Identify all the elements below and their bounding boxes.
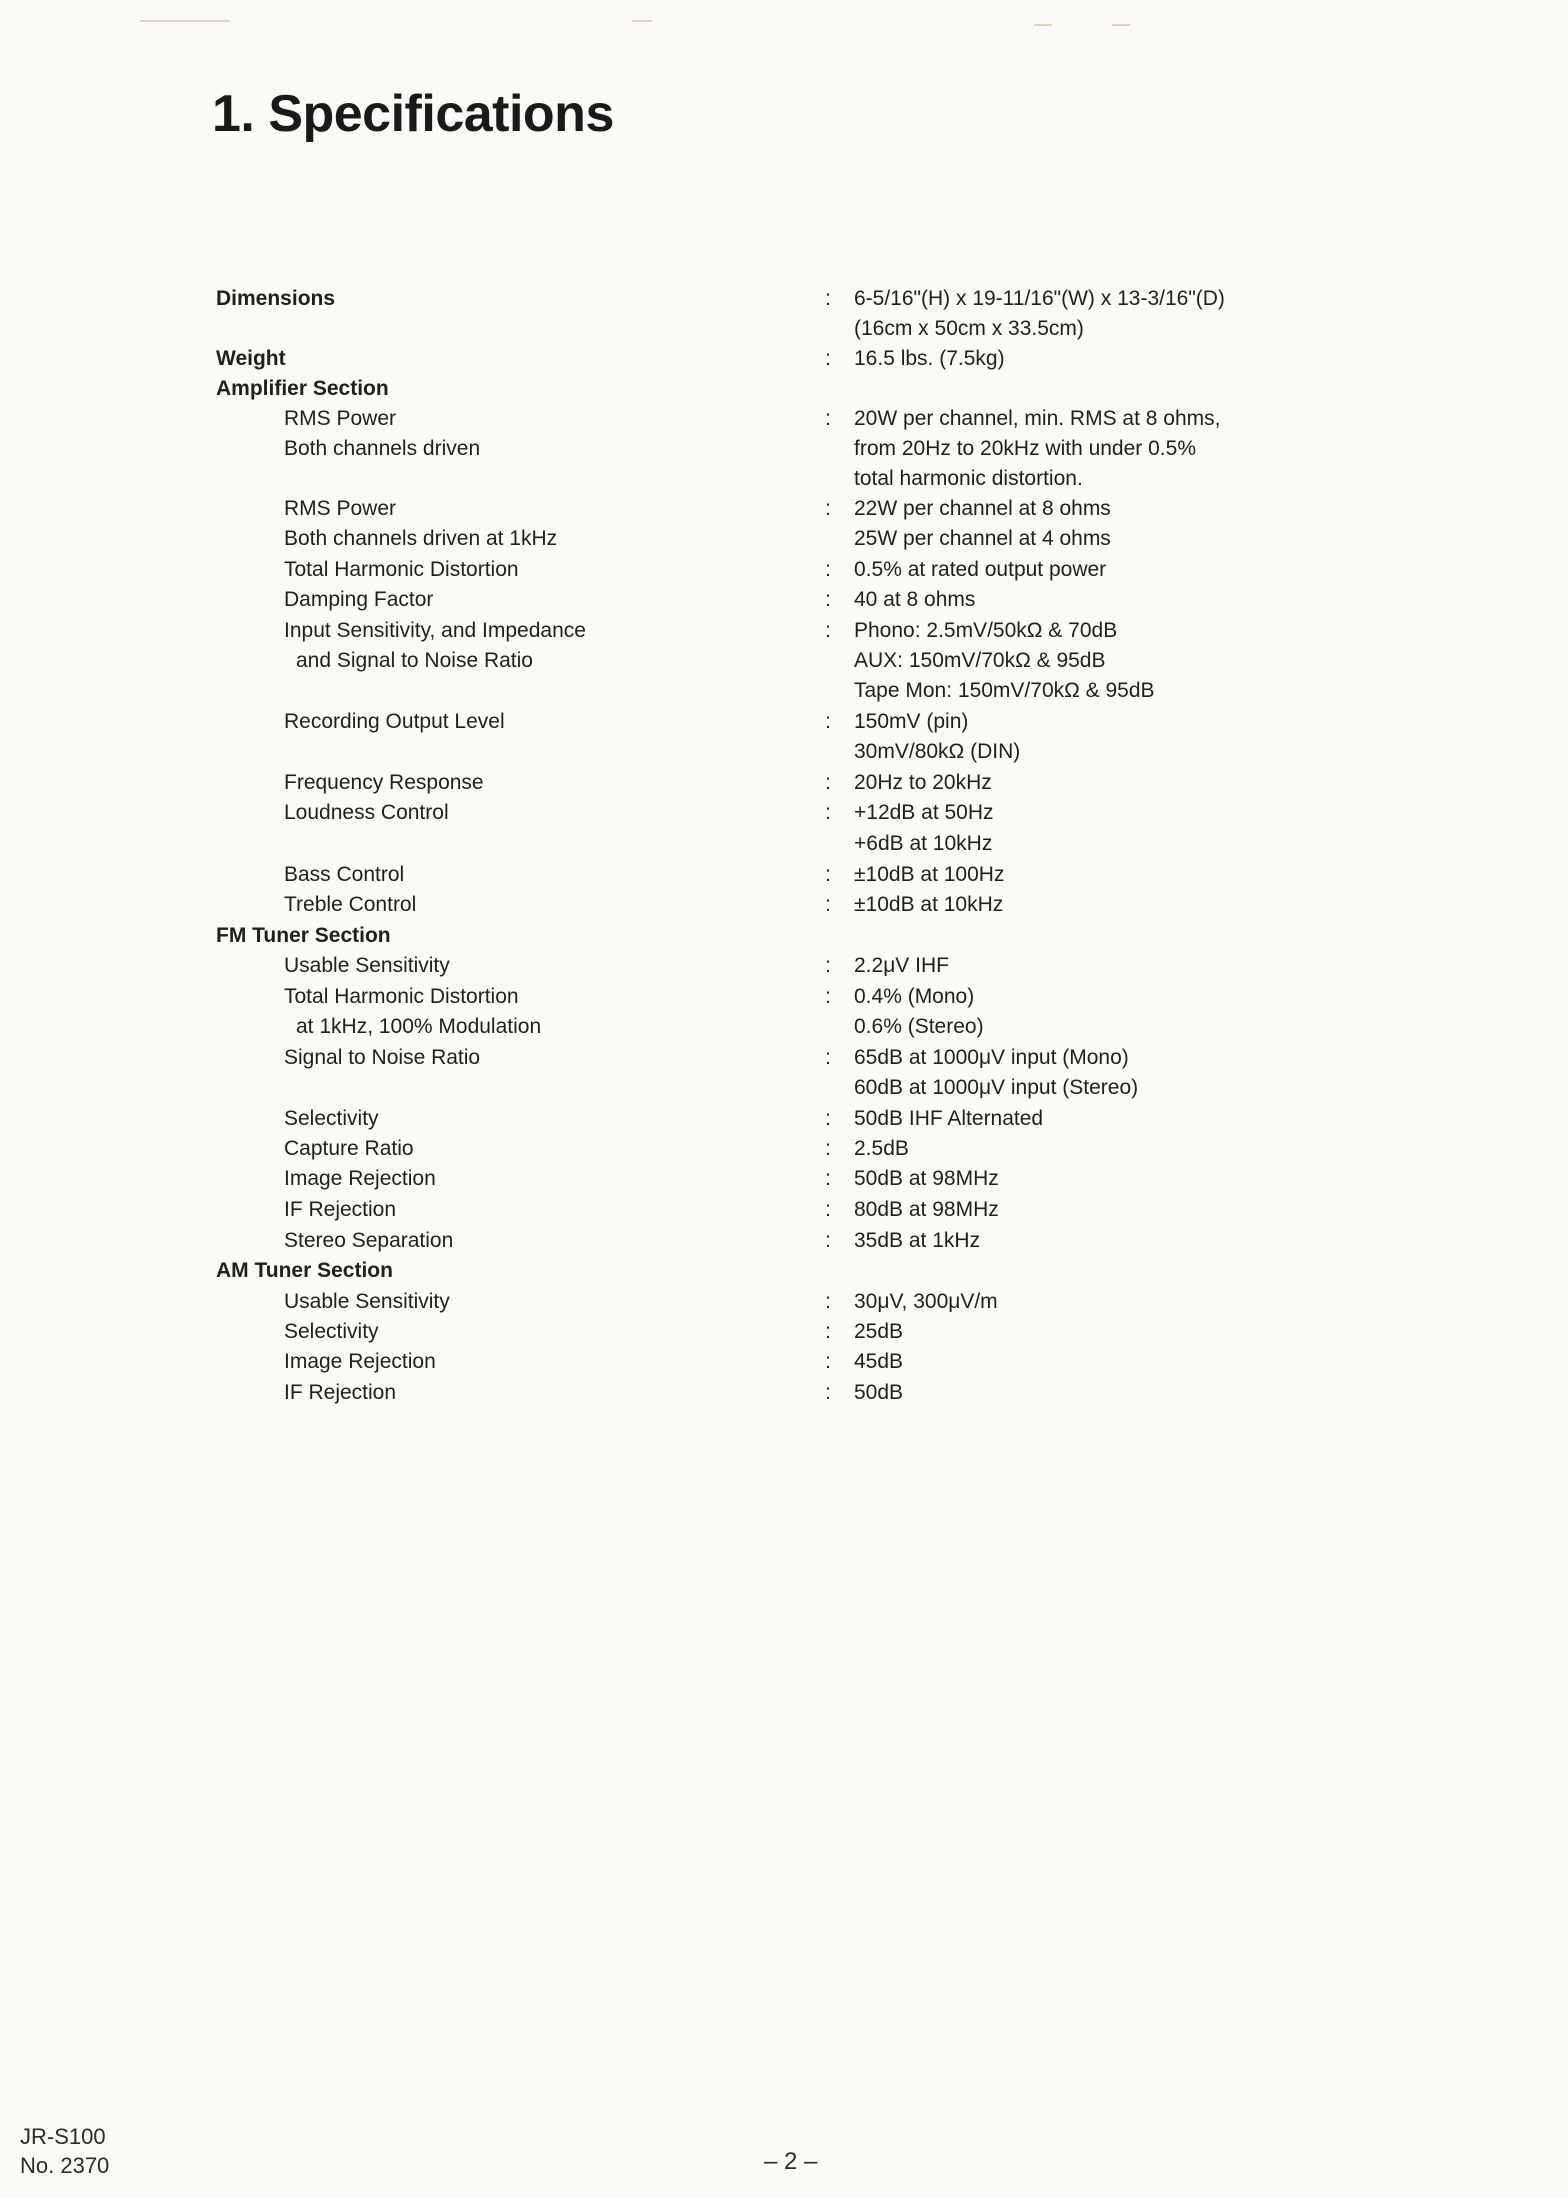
spec-label: Frequency Response [284,771,484,794]
model-number: JR-S100 [20,2124,106,2149]
spec-value: total harmonic distortion. [854,467,1083,490]
colon: : [825,710,831,733]
spec-label: Selectivity [284,1320,379,1343]
spec-value: 22W per channel at 8 ohms [854,497,1111,520]
spec-label: Usable Sensitivity [284,954,450,977]
spec-value: 45dB [854,1350,904,1373]
spec-row [0,404,1568,434]
spec-label: Treble Control [284,893,417,916]
spec-label: RMS Power [284,497,397,520]
spec-row-dimensions-cont [0,314,1568,344]
spec-value: 30μV, 300μV/m [854,1290,998,1313]
colon: : [825,985,831,1008]
spec-label: Image Rejection [284,1167,436,1190]
spec-row [0,982,1568,1012]
colon: : [825,287,831,310]
spec-value: 65dB at 1000μV input (Mono) [854,1046,1129,1069]
spec-row [0,1073,1568,1103]
spec-value: 50dB at 98MHz [854,1167,999,1190]
spec-label: at 1kHz, 100% Modulation [296,1015,542,1038]
colon: : [825,1350,831,1373]
spec-label: Image Rejection [284,1350,436,1373]
section-title: AM Tuner Section [216,1259,393,1282]
spec-row-dimensions [0,284,1568,314]
spec-label: Total Harmonic Distortion [284,558,519,581]
spec-value: (16cm x 50cm x 33.5cm) [854,317,1084,340]
colon: : [825,407,831,430]
spec-value: 20Hz to 20kHz [854,771,992,794]
spec-row [0,1287,1568,1317]
spec-row [0,1164,1568,1194]
spec-row [0,1134,1568,1164]
spec-row [0,494,1568,524]
spec-label: Both channels driven [284,437,481,460]
document-number: No. 2370 [20,2153,110,2178]
spec-row [0,1104,1568,1134]
spec-value: 0.6% (Stereo) [854,1015,984,1038]
spec-row [0,585,1568,615]
spec-label: Dimensions [216,287,336,310]
spec-value: 25dB [854,1320,904,1343]
section-heading-am [0,1256,1568,1286]
spec-label: IF Rejection [284,1198,397,1221]
colon: : [825,1167,831,1190]
spec-row [0,737,1568,767]
spec-label: Both channels driven at 1kHz [284,527,558,550]
section-title: FM Tuner Section [216,924,391,947]
spec-value: 6-5/16"(H) x 19-11/16"(W) x 13-3/16"(D) [854,287,1225,310]
colon: : [825,1046,831,1069]
spec-label: and Signal to Noise Ratio [296,649,533,672]
page-number: – 2 – [764,2148,818,2175]
spec-row [0,1043,1568,1073]
spec-row [0,829,1568,859]
colon: : [825,893,831,916]
spec-label: Loudness Control [284,801,449,824]
spec-row-weight [0,344,1568,374]
colon: : [825,863,831,886]
spec-label: Bass Control [284,863,405,886]
colon: : [825,1381,831,1404]
colon: : [825,954,831,977]
spec-label: Usable Sensitivity [284,1290,450,1313]
spec-label: IF Rejection [284,1381,397,1404]
colon: : [825,347,831,370]
spec-row [0,890,1568,920]
spec-value: +6dB at 10kHz [854,832,993,855]
spec-value: 2.2μV IHF [854,954,949,977]
spec-row [0,798,1568,828]
colon: : [825,1107,831,1130]
spec-value: from 20Hz to 20kHz with under 0.5% [854,437,1196,460]
spec-label: Input Sensitivity, and Impedance [284,619,586,642]
colon: : [825,1229,831,1252]
spec-row [0,676,1568,706]
spec-value: Phono: 2.5mV/50kΩ & 70dB [854,619,1118,642]
colon: : [825,801,831,824]
spec-row [0,1347,1568,1377]
spec-value: 25W per channel at 4 ohms [854,527,1111,550]
spec-value: 150mV (pin) [854,710,969,733]
section-title: Amplifier Section [216,377,389,400]
colon: : [825,1290,831,1313]
spec-row [0,1226,1568,1256]
colon: : [825,497,831,520]
colon: : [825,771,831,794]
footer-model-info [20,2122,109,2180]
spec-value: 16.5 lbs. (7.5kg) [854,347,1005,370]
spec-value: +12dB at 50Hz [854,801,994,824]
spec-value: ±10dB at 100Hz [854,863,1005,886]
spec-label: Signal to Noise Ratio [284,1046,481,1069]
spec-value: 50dB IHF Alternated [854,1107,1044,1130]
spec-row [0,1195,1568,1225]
spec-value: 2.5dB [854,1137,909,1160]
colon: : [825,619,831,642]
spec-row [0,768,1568,798]
spec-label: RMS Power [284,407,397,430]
spec-label: Stereo Separation [284,1229,454,1252]
spec-value: 50dB [854,1381,904,1404]
spec-label: Total Harmonic Distortion [284,985,519,1008]
spec-value: AUX: 150mV/70kΩ & 95dB [854,649,1106,672]
spec-value: 30mV/80kΩ (DIN) [854,740,1021,763]
spec-row [0,646,1568,676]
spec-value: 35dB at 1kHz [854,1229,981,1252]
colon: : [825,588,831,611]
colon: : [825,1198,831,1221]
spec-value: 0.5% at rated output power [854,558,1107,581]
spec-value: 0.4% (Mono) [854,985,975,1008]
spec-label: Damping Factor [284,588,434,611]
spec-row [0,616,1568,646]
spec-row [0,1378,1568,1408]
spec-label: Capture Ratio [284,1137,414,1160]
colon: : [825,1320,831,1343]
spec-row [0,555,1568,585]
spec-row [0,1012,1568,1042]
colon: : [825,558,831,581]
spec-row [0,860,1568,890]
section-heading-fm [0,921,1568,951]
spec-label: Recording Output Level [284,710,505,733]
spec-value: 80dB at 98MHz [854,1198,999,1221]
spec-row [0,464,1568,494]
spec-value: ±10dB at 10kHz [854,893,1004,916]
spec-row [0,1317,1568,1347]
spec-label: Selectivity [284,1107,379,1130]
spec-row [0,951,1568,981]
spec-value: 60dB at 1000μV input (Stereo) [854,1076,1139,1099]
spec-value: 40 at 8 ohms [854,588,976,611]
colon: : [825,1137,831,1160]
section-heading-amplifier [0,374,1568,404]
spec-value: Tape Mon: 150mV/70kΩ & 95dB [854,679,1155,702]
spec-row [0,434,1568,464]
page-title: 1. Specifications [212,85,614,143]
spec-value: 20W per channel, min. RMS at 8 ohms, [854,407,1221,430]
spec-label: Weight [216,347,286,370]
spec-row [0,707,1568,737]
spec-row [0,524,1568,554]
